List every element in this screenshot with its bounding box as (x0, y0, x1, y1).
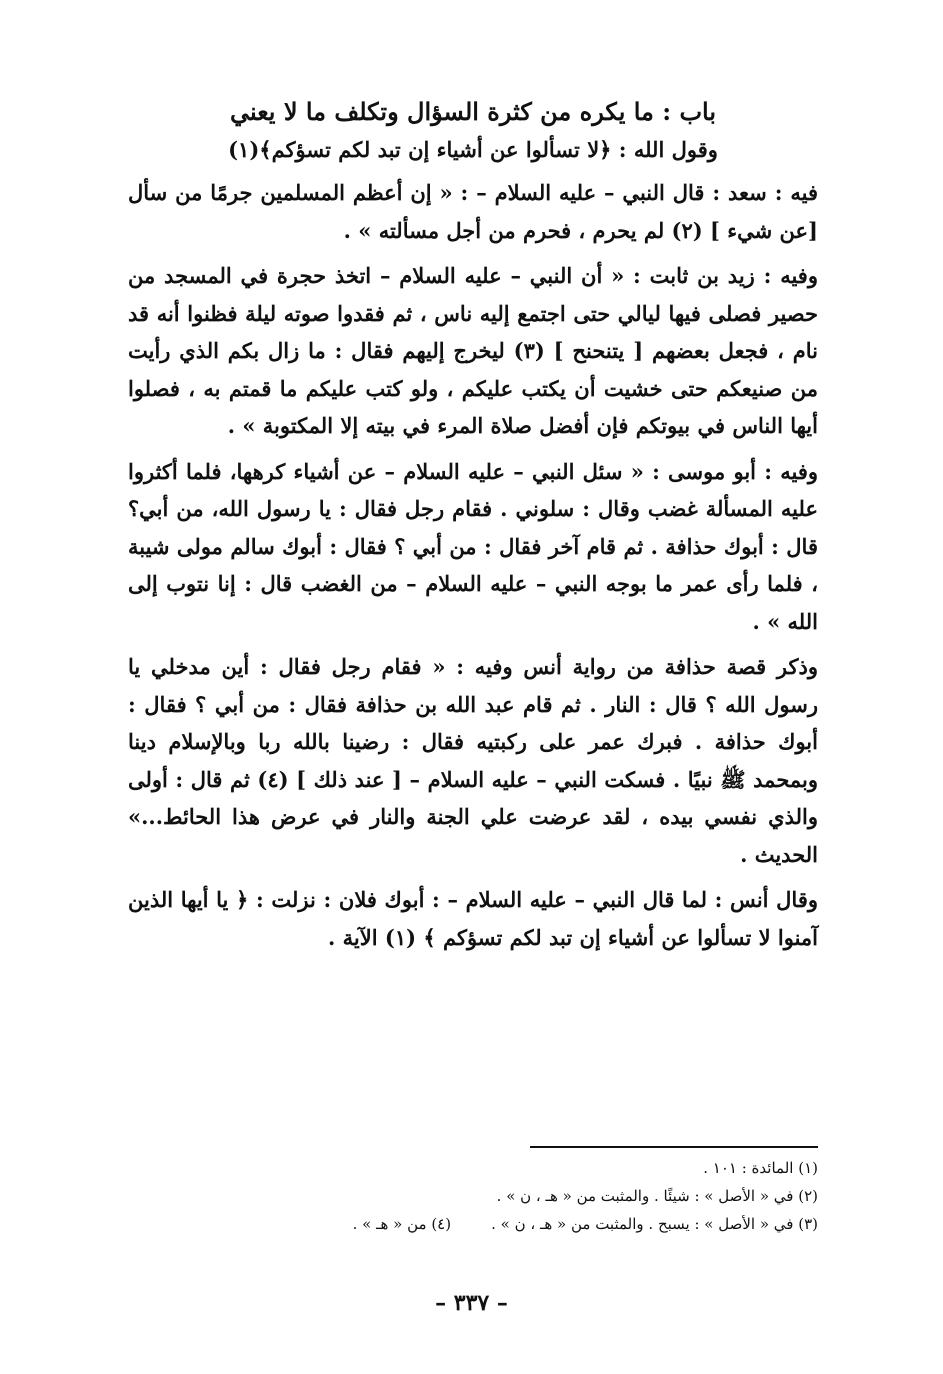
footnotes (128, 1154, 818, 1238)
page-body (128, 92, 818, 964)
footnote-3: (٣) في « الأصل » : يسبح . والمثبت من « هـ ، ن » . (491, 1215, 818, 1233)
chapter-verse: وقول الله : ﴿لا تسألوا عن أشياء إن تبد لكم تسؤكم﴾(١) (228, 137, 718, 162)
footnote-2: (٢) في « الأصل » : شيئًا . والمثبت من « هـ ، ن » . (496, 1187, 818, 1205)
page-number: – ٣٣٧ – (435, 1290, 508, 1316)
footnote-row-3-4 (128, 1210, 818, 1238)
paragraph-hudhafa: وذكر قصة حذافة من رواية أنس وفيه : « فقام رجل فقال : أين مدخلي يا رسول الله ؟ قال : النار . ثم قام عبد الله بن حذافة فقال : من أبي ؟ فقال : أبوك حذافة . فبرك عمر على ركبتيه فقال : رضينا بالله ربا وبالإسلام دينا وبمحمد ﷺ نبيًا . فسكت النبي – عليه السلام – [ عند ذلك ] (٤) ثم قال : أولى والذي نفسي بيده ، لقد عرضت علي الجنة والنار في عرض هذا الحائط...» الحديث . (128, 654, 819, 867)
paragraph-abu-musa: وفيه : أبو موسى : « سئل النبي – عليه السلام – عن أشياء كرهها، فلما أكثروا عليه المسألة غضب وقال : سلوني . فقام رجل فقال : يا رسول الله، من أبي؟ قال : أبوك حذافة . ثم قام آخر فقال : من أبي ؟ فقال : أبوك سالم مولى شيبة ، فلما رأى عمر ما بوجه النبي – عليه السلام – من الغضب قال : إنا نتوب إلى الله » . (128, 458, 818, 634)
paragraph-zaid: وفيه : زيد بن ثابت : « أن النبي – عليه السلام – اتخذ حجرة في المسجد من حصير فصلى فيها ليالي حتى اجتمع إليه ناس ، ثم فقدوا صوته ليلة فظنوا أنه قد نام ، فجعل بعضهم [ يتنحنح ] (٣) ليخرج إليهم فقال : ما زال بكم الذي رأيت من صنيعكم حتى خشيت أن يكتب عليكم ، ولو كتب عليكم ما قمتم به ، فصلوا أيها الناس في بيوتكم فإن أفضل صلاة المرء في بيته إلا المكتوبة » . (128, 263, 818, 438)
paragraph-anas: وقال أنس : لما قال النبي – عليه السلام – : أبوك فلان : نزلت : ﴿ يا أيها الذين آمنوا لا تسألوا عن أشياء إن تبد لكم تسؤكم ﴾ (١) الآية . (128, 887, 818, 950)
chapter-title: باب : ما يكره من كثرة السؤال وتكلف ما لا يعني (229, 97, 717, 126)
paragraph-saad: فيه : سعد : قال النبي – عليه السلام – : « إن أعظم المسلمين جرمًا من سأل [عن شيء ] (٢) لم يحرم ، فحرم من أجل مسألته » . (128, 180, 818, 243)
footnote-4: (٤) من « هـ » . (352, 1215, 452, 1233)
footnote-divider (530, 1146, 818, 1148)
footnote-1: (١) المائدة : ١٠١ . (703, 1159, 818, 1177)
